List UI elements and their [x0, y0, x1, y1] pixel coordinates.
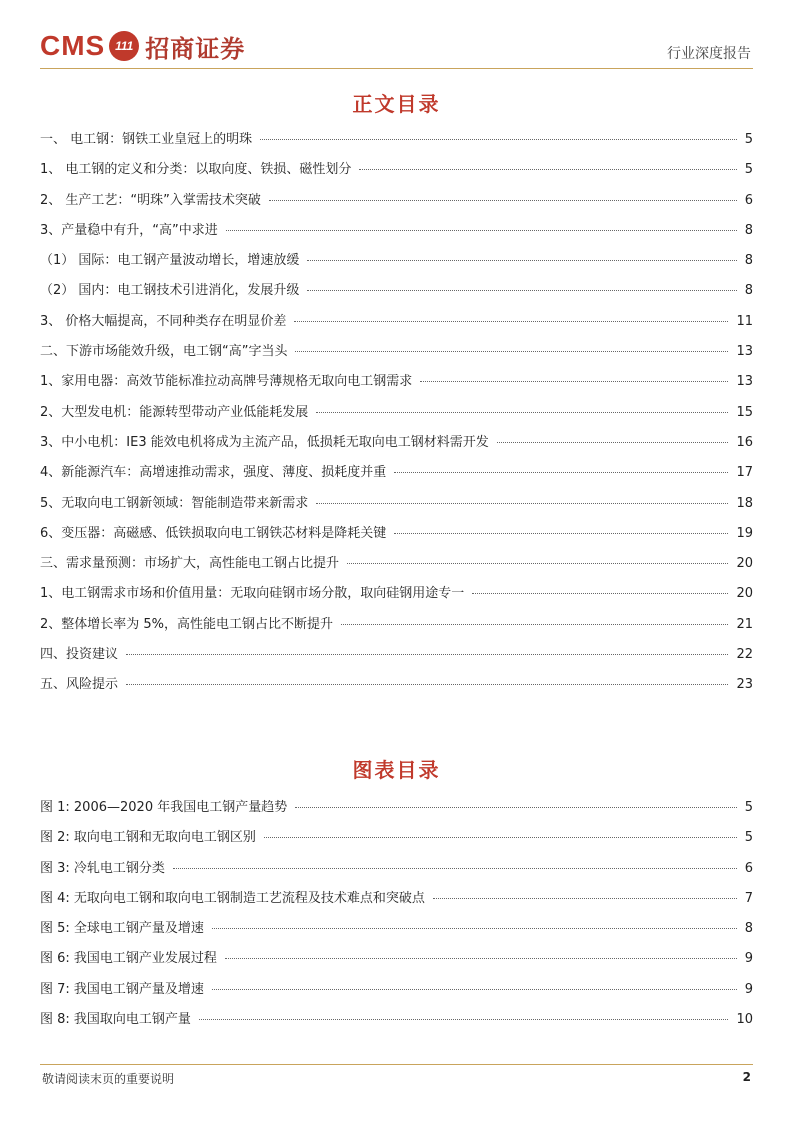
figure-entry-page: 9 — [744, 951, 753, 967]
toc-entry-page: 15 — [736, 404, 753, 420]
dot-leader — [394, 533, 728, 534]
toc-entry-page: 16 — [736, 434, 753, 450]
toc-entry-label: 4、新能源汽车：高增速推动需求，强度、薄度、损耗度并重 — [40, 465, 387, 481]
figure-entry-label: 图 5: 全球电工钢产量及增速 — [40, 921, 204, 937]
toc-entry-label: 三、需求量预测：市场扩大，高性能电工钢占比提升 — [40, 556, 340, 572]
dot-leader — [316, 503, 728, 504]
toc-entry-page: 20 — [736, 556, 753, 572]
table-of-contents — [40, 128, 753, 704]
figure-entry-label: 图 3: 冷轧电工钢分类 — [40, 860, 165, 876]
figure-entry[interactable] — [40, 857, 753, 887]
dot-leader — [126, 654, 728, 655]
dot-leader — [472, 593, 728, 594]
dot-leader — [359, 169, 736, 170]
toc-entry-label: 3、中小电机：IE3 能效电机将成为主流产品，低损耗无取向电工钢材料需开发 — [40, 434, 489, 450]
dot-leader — [347, 563, 728, 564]
toc-entry-label: 2、大型发电机：能源转型带动产业低能耗发展 — [40, 404, 309, 420]
report-type: 行业深度报告 — [667, 46, 751, 62]
toc-entry-label: 二、下游市场能效升级，电工钢“高”字当头 — [40, 344, 288, 360]
toc-title: 正文目录 — [352, 92, 441, 116]
toc-entry-label: 2、整体增长率为 5%，高性能电工钢占比不断提升 — [40, 616, 334, 632]
toc-entry[interactable] — [40, 522, 753, 552]
figure-entry-page: 6 — [744, 860, 753, 876]
figure-entry[interactable] — [40, 978, 753, 1008]
toc-entry-page: 13 — [736, 374, 753, 390]
toc-entry[interactable] — [40, 370, 753, 400]
dot-leader — [199, 1019, 729, 1020]
figure-entry[interactable] — [40, 887, 753, 917]
toc-entry-page: 18 — [736, 495, 753, 511]
figure-entry-label: 图 6: 我国电工钢产业发展过程 — [40, 951, 217, 967]
toc-entry[interactable] — [40, 643, 753, 673]
toc-entry-label: 2、 生产工艺：“明珠”入掌需技术突破 — [40, 192, 261, 208]
figure-entry-label: 图 4: 无取向电工钢和取向电工钢制造工艺流程及技术难点和突破点 — [40, 890, 425, 906]
toc-entry[interactable] — [40, 552, 753, 582]
dot-leader — [420, 381, 728, 382]
toc-entry-label: 6、变压器：高磁感、低铁损取向电工钢铁芯材料是降耗关键 — [40, 525, 387, 541]
toc-entry-page: 23 — [736, 677, 753, 693]
dot-leader — [497, 442, 729, 443]
figure-entry-page: 10 — [736, 1012, 753, 1028]
dot-leader — [269, 200, 737, 201]
toc-entry-label: 四、投资建议 — [40, 647, 119, 663]
toc-entry[interactable] — [40, 401, 753, 431]
dot-leader — [295, 351, 728, 352]
dot-leader — [264, 837, 737, 838]
toc-entry-page: 6 — [744, 192, 753, 208]
toc-entry-label: 3、产量稳中有升，“高”中求进 — [40, 222, 218, 238]
toc-entry[interactable] — [40, 189, 753, 219]
toc-entry[interactable] — [40, 249, 753, 279]
toc-entry-page: 20 — [736, 586, 753, 602]
logo-chinese-text: 招商证券 — [145, 34, 246, 63]
footer-divider — [40, 1064, 753, 1065]
toc-entry[interactable] — [40, 613, 753, 643]
toc-entry-page: 8 — [744, 283, 753, 299]
toc-entry[interactable] — [40, 128, 753, 158]
toc-entry-label: 1、家用电器：高效节能标准拉动高牌号薄规格无取向电工钢需求 — [40, 374, 413, 390]
toc-entry-page: 8 — [744, 222, 753, 238]
toc-entry-label: 3、 价格大幅提高，不同种类存在明显价差 — [40, 313, 287, 329]
figure-entry-label: 图 8: 我国取向电工钢产量 — [40, 1012, 191, 1028]
header-divider — [40, 68, 753, 69]
toc-entry[interactable] — [40, 219, 753, 249]
toc-entry-label: 1、 电工钢的定义和分类：以取向度、铁损、磁性划分 — [40, 162, 352, 178]
figure-entry[interactable] — [40, 947, 753, 977]
toc-entry[interactable] — [40, 279, 753, 309]
toc-entry[interactable] — [40, 310, 753, 340]
logo-latin-text: CMS — [40, 30, 106, 61]
toc-entry-page: 21 — [736, 616, 753, 632]
cms-logo — [40, 28, 245, 64]
figure-entry[interactable] — [40, 796, 753, 826]
toc-entry-label: 5、无取向电工钢新领域：智能制造带来新需求 — [40, 495, 309, 511]
dot-leader — [307, 260, 736, 261]
logo-badge-icon: 111 — [109, 31, 139, 61]
dot-leader — [341, 624, 728, 625]
dot-leader — [433, 898, 737, 899]
dot-leader — [260, 139, 737, 140]
figure-entry-label: 图 2: 取向电工钢和无取向电工钢区别 — [40, 830, 256, 846]
toc-entry[interactable] — [40, 340, 753, 370]
figure-entry-page: 8 — [744, 921, 753, 937]
toc-entry-page: 8 — [744, 253, 753, 269]
dot-leader — [295, 807, 737, 808]
dot-leader — [126, 684, 728, 685]
dot-leader — [173, 868, 737, 869]
toc-entry[interactable] — [40, 431, 753, 461]
toc-entry-label: 五、风险提示 — [40, 677, 119, 693]
toc-entry-page: 5 — [744, 132, 753, 147]
figure-entry-label: 图 1: 2006—2020 年我国电工钢产量趋势 — [40, 800, 288, 815]
toc-entry-label: 一、 电工钢：钢铁工业皇冠上的明珠 — [40, 132, 253, 147]
toc-entry-page: 22 — [736, 647, 753, 663]
figure-entry-label: 图 7: 我国电工钢产量及增速 — [40, 981, 204, 997]
toc-entry-page: 19 — [736, 525, 753, 541]
toc-entry-label: （2） 国内：电工钢技术引进消化，发展升级 — [40, 283, 300, 299]
toc-entry[interactable] — [40, 158, 753, 188]
dot-leader — [226, 230, 737, 231]
page-header — [0, 0, 793, 72]
toc-entry-label: （1） 国际：电工钢产量波动增长，增速放缓 — [40, 253, 300, 269]
figures-title: 图表目录 — [352, 758, 441, 782]
dot-leader — [316, 412, 728, 413]
disclaimer-note: 敬请阅读末页的重要说明 — [42, 1072, 175, 1086]
toc-entry[interactable] — [40, 673, 753, 703]
figure-entry[interactable] — [40, 826, 753, 856]
figure-entry-page: 7 — [744, 890, 753, 906]
dot-leader — [294, 321, 728, 322]
toc-entry-label: 1、电工钢需求市场和价值用量：无取向硅钢市场分散，取向硅钢用途专一 — [40, 586, 465, 602]
dot-leader — [307, 290, 736, 291]
figure-entry[interactable] — [40, 917, 753, 947]
toc-entry-page: 5 — [744, 162, 753, 178]
dot-leader — [212, 989, 737, 990]
page-number: 2 — [742, 1070, 751, 1084]
dot-leader — [212, 928, 737, 929]
figure-entry-page: 5 — [744, 830, 753, 846]
toc-entry-page: 11 — [736, 313, 753, 329]
figure-entry[interactable] — [40, 1008, 753, 1038]
toc-entry-page: 13 — [736, 344, 753, 360]
figures-list — [40, 796, 753, 1038]
dot-leader — [225, 958, 737, 959]
toc-entry[interactable] — [40, 461, 753, 491]
toc-entry[interactable] — [40, 492, 753, 522]
figure-entry-page: 9 — [744, 981, 753, 997]
toc-entry-page: 17 — [736, 465, 753, 481]
dot-leader — [394, 472, 728, 473]
toc-entry[interactable] — [40, 582, 753, 612]
figure-entry-page: 5 — [744, 800, 753, 815]
